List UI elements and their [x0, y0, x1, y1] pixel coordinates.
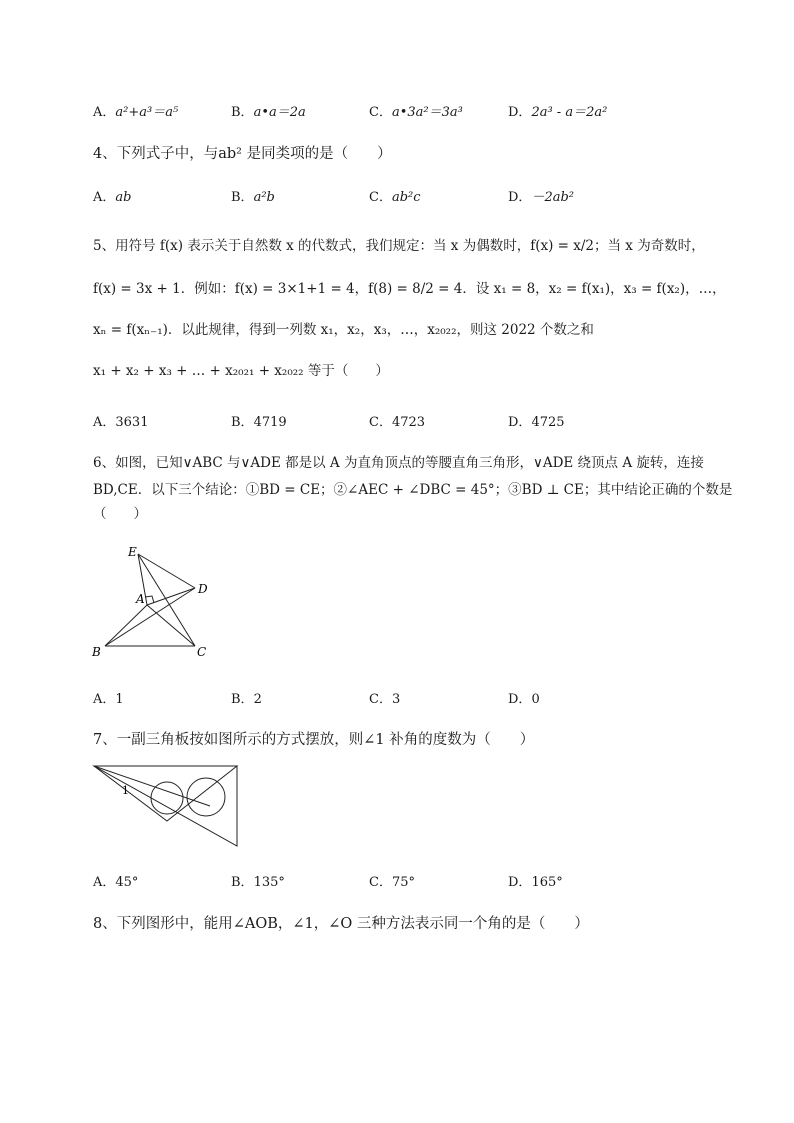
label-d: D [198, 582, 208, 596]
label-c: C [197, 645, 207, 659]
q5-line-3: xₙ = f(xₙ₋₁)．以此规律，得到一列数 x₁，x₂，x₃，…，x₂₀₂₂，则这 2022 个数之和 [93, 322, 594, 338]
q4-option-b: B．a²b [231, 190, 275, 205]
q5-option-d: D．4725 [508, 415, 565, 430]
q3-option-d: D．2a³ - a＝2a² [508, 105, 608, 120]
plate-inner-edge [94, 766, 210, 806]
q6-option-d: D．0 [508, 692, 540, 707]
q7-option-d: D．165° [508, 875, 563, 890]
plate-circle-right [187, 778, 225, 816]
q3-option-c: C．a•3a²＝3a³ [369, 105, 463, 120]
q7-figure [92, 764, 242, 850]
q3-option-a: A．a²+a³＝a⁵ [93, 105, 179, 120]
q5-line-4: x₁ + x₂ + x₃ + … + x₂₀₂₁ + x₂₀₂₂ 等于（ ） [93, 363, 389, 379]
triangle-plate-large [94, 766, 237, 846]
q6-line-1: 6、如图，已知∨ABC 与∨ADE 都是以 A 为直角顶点的等腰直角三角形，∨ADE 绕顶点 A 旋转，连接 [93, 455, 704, 471]
q8-stem: 8、下列图形中，能用∠AOB，∠1，∠O 三种方法表示同一个角的是（ ） [93, 916, 589, 932]
q7-option-a: A．45° [93, 875, 139, 890]
q6-option-b: B．2 [231, 692, 262, 707]
q5-line-1: 5、用符号 f(x) 表示关于自然数 x 的代数式，我们规定：当 x 为偶数时，f(x) = x/2；当 x 为奇数时， [93, 238, 705, 254]
q3-option-b: B．a•a＝2a [231, 105, 306, 120]
angle-1-label: 1 [122, 784, 129, 797]
q6-line-2: BD,CE．以下三个结论：①BD = CE；②∠AEC + ∠DBC = 45°；③BD ⊥ CE；其中结论正确的个数是 [93, 482, 733, 498]
q4-stem: 4、下列式子中，与ab² 是同类项的是（ ） [93, 146, 392, 162]
q5-option-b: B．4719 [231, 415, 287, 430]
q7-stem: 7、一副三角板按如图所示的方式摆放，则∠1 补角的度数为（ ） [93, 732, 535, 748]
q6-figure [90, 540, 220, 665]
q4-option-c: C．ab²c [369, 190, 421, 205]
segment-ac [147, 605, 195, 646]
q5-option-a: A．3631 [93, 415, 149, 430]
q5-option-c: C．4723 [369, 415, 426, 430]
label-e: E [128, 545, 137, 559]
segment-ed [138, 554, 195, 588]
segment-ab [105, 605, 147, 646]
label-a: A [136, 592, 145, 606]
triangle-plate-small [94, 766, 237, 821]
q6-option-c: C．3 [369, 692, 401, 707]
q6-option-a: A．1 [93, 692, 124, 707]
q7-option-b: B．135° [231, 875, 285, 890]
q7-option-c: C．75° [369, 875, 415, 890]
plate-circle-left [151, 782, 183, 814]
q4-option-a: A．ab [93, 190, 132, 205]
q4-option-d: D．－2ab² [508, 190, 574, 205]
q5-line-2: f(x) = 3x + 1．例如：f(x) = 3×1+1 = 4，f(8) = 8/2 = 4．设 x₁ = 8，x₂ = f(x₁)，x₃ = f(x₂)，…， [93, 281, 726, 297]
q6-line-3: （ ） [93, 506, 147, 522]
label-b: B [92, 645, 101, 659]
